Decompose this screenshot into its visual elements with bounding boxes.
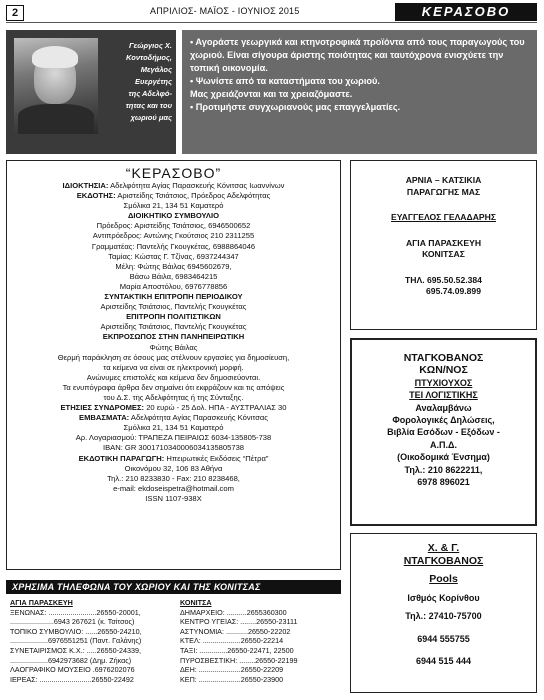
masthead-line: ΕΚΔΟΤΙΚΗ ΠΑΡΑΓΩΓΗ: Ηπειρωτικές Εκδόσεις “Πέτρα” [78,453,269,463]
phone-row: ΚΕΠ: .....................26550-23900 [180,674,284,684]
masthead-line: Σμόλικα 21, 134 51 Καματερό [123,201,224,211]
notice-paragraph: • Αγοράστε γεωργικά και κτηνοτροφικά προϊόντα από τους παραγωγούς του χωριού. Είναι σίγουρα άριστης ποιότητας και ταυτόχρονα ενισχύετε την τοπική οικονομία. [190,37,525,73]
masthead-line: ΙΔΙΟΚΤΗΣΙΑ: Αδελφότητα Αγίας Παρασκευής Κόνιτσας Ιωαννίνων [62,181,285,190]
masthead-line: ΔΙΟΙΚΗΤΙΚΟ ΣΥΜΒΟΥΛΙΟ [127,211,220,221]
masthead-title: “ΚΕΡΑΣΟΒΟ” [125,165,222,181]
masthead-line: Ταμίας: Κώστας Γ. Τζίνας, 6937244347 [108,251,239,261]
masthead-line: e-mail: ekdoseispetra@hotmail.com [113,483,234,493]
pools-ad: Χ. & Γ. ΝΤΑΓΚΟΒΑΝΟΣ Pools Ισθμός Κορίνθου Τηλ.: 27410-75700 6944 555755 6944 515 444 [350,533,537,693]
masthead-line: Αντιπρόεδρος: Αντώνης Γκούτσιος 210 2311255 [92,231,255,241]
notice-paragraph: • Προτιμήστε συγχωριανούς μας επαγγελματίες. [190,102,401,112]
ad-seller-name: ΕΥΑΓΓΕΛΟΣ ΓΕΛΑΔΑΡΗΣ [391,212,496,222]
masthead-line: Φώτης Βάιλας [149,342,198,352]
phone-row: ΙΕΡΕΑΣ: ..........................26550-22492 [10,674,134,684]
village-phones: ΑΓΙΑ ΠΑΡΑΣΚΕΥΗ ΞΕΝΩΝΑΣ: ........................26550-20001, ......................6943 267621 (κ. Τσίτσος) ΤΟΠΙΚΟ ΣΥΜΒΟΥΛΙΟ: ......26550-24210, ...................6976551251 (Παντ. Γαλάνης) ΣΥΝΕΤΑΙΡΙΣΜΟΣ Κ.Χ.: .....26550-24339, ...................6942973682 (Δημ. Ζήκας) ΛΑΟΓΡΑΦΙΚΟ ΜΟΥΣΕΙΟ .6976202076 ΙΕΡΕΑΣ: ..........................26550-22492 [10,598,174,684]
phone-row: ΔΗΜΑΡΧΕΙΟ: ..........2655360300 [180,607,287,617]
masthead-line: ΣΥΝΤΑΚΤΙΚΗ ΕΠΙΤΡΟΠΗ ΠΕΡΙΟΔΙΚΟΥ [104,292,243,302]
masthead-line: ISSN 1107-938X [145,493,202,503]
phone-row: ΔΕΗ: .....................26550-22209 [180,665,284,675]
phone-row: ΑΣΤΥΝΟΜΙΑ: ...........26550-22202 [180,626,291,636]
useful-phones-heading: ΧΡΗΣΙΜΑ ΤΗΛΕΦΩΝΑ ΤΟΥ ΧΩΡΙΟΥ ΚΑΙ ΤΗΣ ΚΟΝΙΤΣΑΣ [6,580,341,594]
phone-row: ΠΥΡΟΣΒΕΣΤΙΚΗ: ........26550-22199 [180,655,298,665]
masthead-line: Αρ. Λογαριασμού: ΤΡΑΠΕΖΑ ΠΕΙΡΑΙΩΣ 6034-135805-738 [75,433,272,443]
ad-phone: Τηλ.: 210 8622211, [404,464,483,475]
notice-paragraph: Μας χρειάζονται και τα χρειαζόμαστε. [190,89,353,99]
masthead-line: Αριστείδης Τσιάτσιος, Παντελής Γκουγκέτας [100,302,247,312]
masthead-line: ΕΚΠΡΟΣΩΠΟΣ ΣΤΗΝ ΠΑΝΗΠΕΙΡΩΤΙΚΗ [102,332,245,342]
ad-phone: 695.74.09.899 [426,286,481,296]
phone-row: ΚΕΝΤΡΟ ΥΓΕΙΑΣ: ........26550-23111 [180,617,298,627]
phone-row: ...................6942973682 (Δημ. Ζήκας) [10,655,132,665]
phone-row: ΣΥΝΕΤΑΙΡΙΣΜΟΣ Κ.Χ.: .....26550-24339, [10,645,142,655]
masthead-line: Γραμματέας: Παντελής Γκουγκέτας, 6988864046 [91,241,256,251]
masthead-line: Τα ενυπόγραφα άρθρα δεν σημαίνει ότι εκφράζουν και τις απόψεις [62,382,285,392]
lamb-goat-ad: ΑΡΝΙΑ – ΚΑΤΣΙΚΙΑ ΠΑΡΑΓΩΓΗΣ ΜΑΣ ΕΥΑΓΓΕΛΟΣ ΓΕΛΑΔΑΡΗΣ ΑΓΙΑ ΠΑΡΑΣΚΕΥΗ ΚΟΝΙΤΣΑΣ ΤΗΛ. 695.50.52.384 695.74.09.899 [350,160,537,330]
masthead-line: Μαρία Αποστόλου, 6976778856 [119,281,228,291]
masthead-line: Μέλη: Φώτης Βάιλας 6945602679, [115,261,232,271]
masthead-line: Αριστείδης Τσιάτσιος, Παντελής Γκουγκέτας [100,322,247,332]
ad-phone: 6978 896021 [417,477,470,488]
masthead-line: Θερμή παράκληση σε όσους μας στέλνουν εργασίες για δημοσίευση, [57,352,290,362]
masthead-line: Σμόλικα 21, 134 51 Καματερό [123,423,224,433]
masthead-line: Οικονόμου 32, 106 83 Αθήνα [124,463,223,473]
masthead-line: ΕΚΔΟΤΗΣ: Αριστείδης Τσιάτσιος, Πρόεδρος Αδελφότητας [76,191,271,201]
ad-phone: Τηλ.: 27410-75700 [405,611,482,621]
masthead-line: ΕΜΒΑΣΜΑΤΑ: Αδελφότητα Αγίας Παρασκευής Κόνιτσας [79,413,268,423]
ad-phone: ΤΗΛ. 695.50.52.384 [405,274,482,285]
issue-date: ΑΠΡΙΛΙΟΣ- ΜΑΪΟΣ - ΙΟΥΝΙΟΣ 2015 [150,6,300,16]
masthead-line: Πρόεδρος: Αριστείδης Τσιάτσιος, 6946500652 [96,221,251,231]
newspaper-brand: ΚΕΡΑΣΟΒΟ [395,3,537,21]
masthead-line: του Δ.Σ. της Αδελφότητας ή της Σύνταξης. [103,392,244,402]
phone-row: ΞΕΝΩΝΑΣ: ........................26550-20001, [10,607,141,617]
ad-phone: 6944 555755 [417,633,470,644]
benefactor-photo [14,38,98,134]
phone-row: ΤΟΠΙΚΟ ΣΥΜΒΟΥΛΙΟ: ......26550-24210, [10,626,142,636]
accountant-ad: ΝΤΑΓΚΟΒΑΝΟΣ ΚΩΝ/ΝΟΣ ΠΤΥΧΙΟΥΧΟΣ ΤΕΙ ΛΟΓΙΣΤΙΚΗΣ Αναλαμβάνω Φορολογικές Δηλώσεις, Βιβλία Εσόδων - Εξόδων - Α.Π.Δ. (Οικοδομικά Ένσημα) Τηλ.: 210 8622211, 6978 896021 [350,338,537,526]
phone-row: ......................6943 267621 (κ. Τσίτσος) [10,617,135,627]
phone-row: ΤΑΞΙ: ..............26550-22471, 22500 [180,645,294,655]
masthead-lines [11,181,336,504]
buy-local-notice [182,30,537,154]
masthead-line: Βάσω Βάιλα, 6983464215 [129,271,218,281]
header-rule [6,22,537,23]
masthead-line: ΕΤΗΣΙΕΣ ΣΥΝΔΡΟΜΕΣ: 20 ευρώ - 25 Δολ. ΗΠΑ - ΑΥΣΤΡΑΛΙΑΣ 30 [60,403,287,413]
photo-caption: Γεώργιος Χ. Κοντοδήμος, Μεγάλος Ευεργέτης της Αδελφό- τητας και του χωριού μας [125,41,172,122]
masthead-line: ΕΠΙΤΡΟΠΗ ΠΟΛΙΤΙΣΤΙΚΩΝ [126,312,221,322]
masthead-line: IBAN: GR 3001710340006034135805738 [102,443,245,453]
ad-phone: 6944 515 444 [415,656,472,666]
page-number: 2 [6,5,24,21]
phone-row: ΛΑΟΓΡΑΦΙΚΟ ΜΟΥΣΕΙΟ .6976202076 [10,665,135,675]
masthead-line: τα κείμενα να είναι σε ηλεκτρονική μορφή. [103,362,244,372]
notice-paragraph: • Ψωνίστε από τα καταστήματα του χωριού. [190,76,380,86]
phone-row: ΚΤΕΛ: ...................26550-22214 [180,636,284,646]
masthead-line: Τηλ.: 210 8233830 - Fax: 210 8238468, [107,473,240,483]
phone-row: ...................6976551251 (Παντ. Γαλάνης) [10,636,142,646]
konitsa-phones: ΚΟΝΙΤΣΑ ΔΗΜΑΡΧΕΙΟ: ..........2655360300 ΚΕΝΤΡΟ ΥΓΕΙΑΣ: ........26550-23111 ΑΣΤΥΝΟΜΙΑ: ...........26550-22202 ΚΤΕΛ: ...................26550-22214 ΤΑΞΙ: ..............26550-22471, 22500 ΠΥΡΟΣΒΕΣΤΙΚΗ: ........26550-22199 ΔΕΗ: .....................26550-22209 ΚΕΠ: .....................26550-23900 [180,598,340,684]
masthead-line: Ανώνυμες επιστολές και κείμενα δεν δημοσιεύονται. [86,372,261,382]
masthead-box [6,160,341,570]
